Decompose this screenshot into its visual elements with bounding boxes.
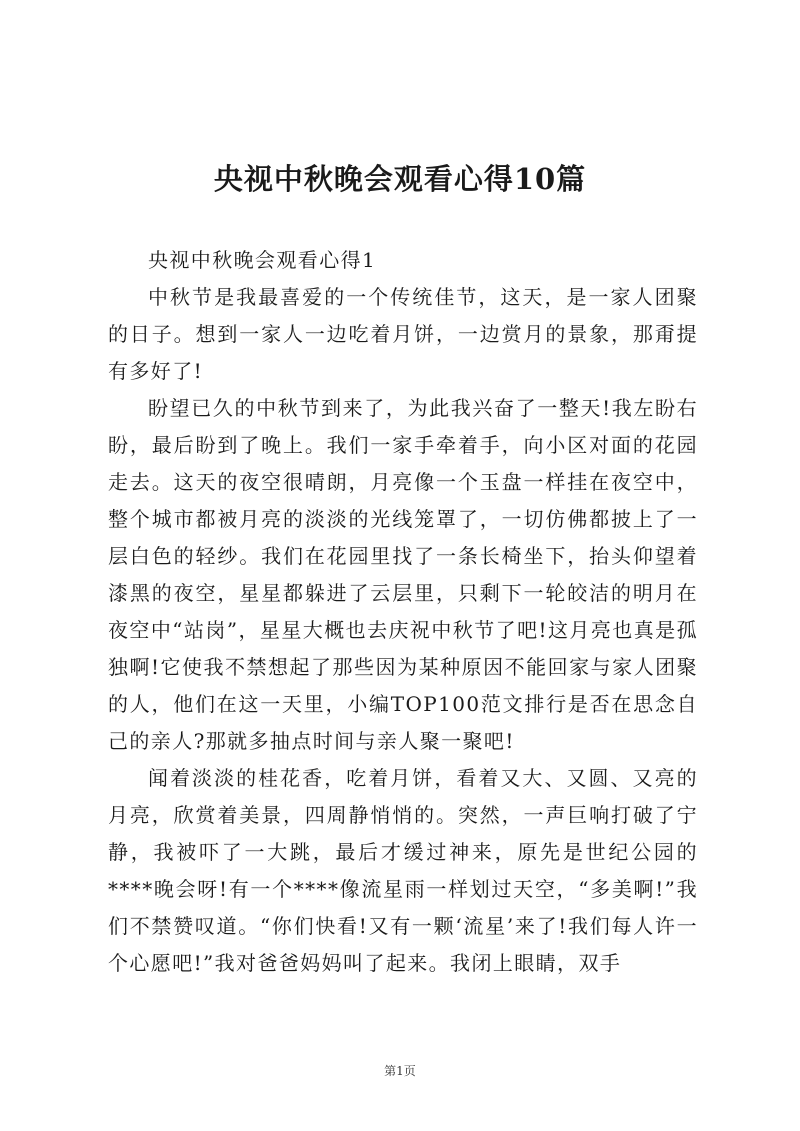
paragraph: 中秋节是我最喜爱的一个传统佳节，这天，是一家人团聚的日子。想到一家人一边吃着月饼，一边赏月的景象，那甭提有多好了! [108, 285, 698, 383]
section-heading: 央视中秋晚会观看心得1 [148, 248, 377, 272]
page-number: 第1页 [384, 1064, 416, 1078]
document-body [108, 242, 698, 982]
paragraph: 盼望已久的中秋节到来了，为此我兴奋了一整天!我左盼右盼，最后盼到了晚上。我们一家手牵着手，向小区对面的花园走去。这天的夜空很晴朗，月亮像一个玉盘一样挂在夜空中，整个城市都被月亮的淡淡的光线笼罩了，一切仿佛都披上了一层白色的轻纱。我们在花园里找了一条长椅坐下，抬头仰望着漆黑的夜空，星星都躲进了云层里，只剩下一轮皎洁的明月在夜空中“站岗”，星星大概也去庆祝中秋节了吧!这月亮也真是孤独啊!它使我不禁想起了那些因为某种原因不能回家与家人团聚的人，他们在这一天里，小编TOP100范文排行是否在思念自己的亲人?那就多抽点时间与亲人聚一聚吧! [108, 396, 698, 753]
document-title: 央视中秋晚会观看心得10篇 [213, 162, 587, 196]
paragraph: 闻着淡淡的桂花香，吃着月饼，看着又大、又圆、又亮的月亮，欣赏着美景，四周静悄悄的。突然，一声巨响打破了宁静，我被吓了一大跳，最后才缓过神来，原先是世纪公园的****晚会呀!有一个****像流星雨一样划过天空，“多美啊!”我们不禁赞叹道。“你们快看!又有一颗‘流星’来了!我们每人许一个心愿吧!”我对爸爸妈妈叫了起来。我闭上眼睛，双手 [108, 766, 698, 975]
